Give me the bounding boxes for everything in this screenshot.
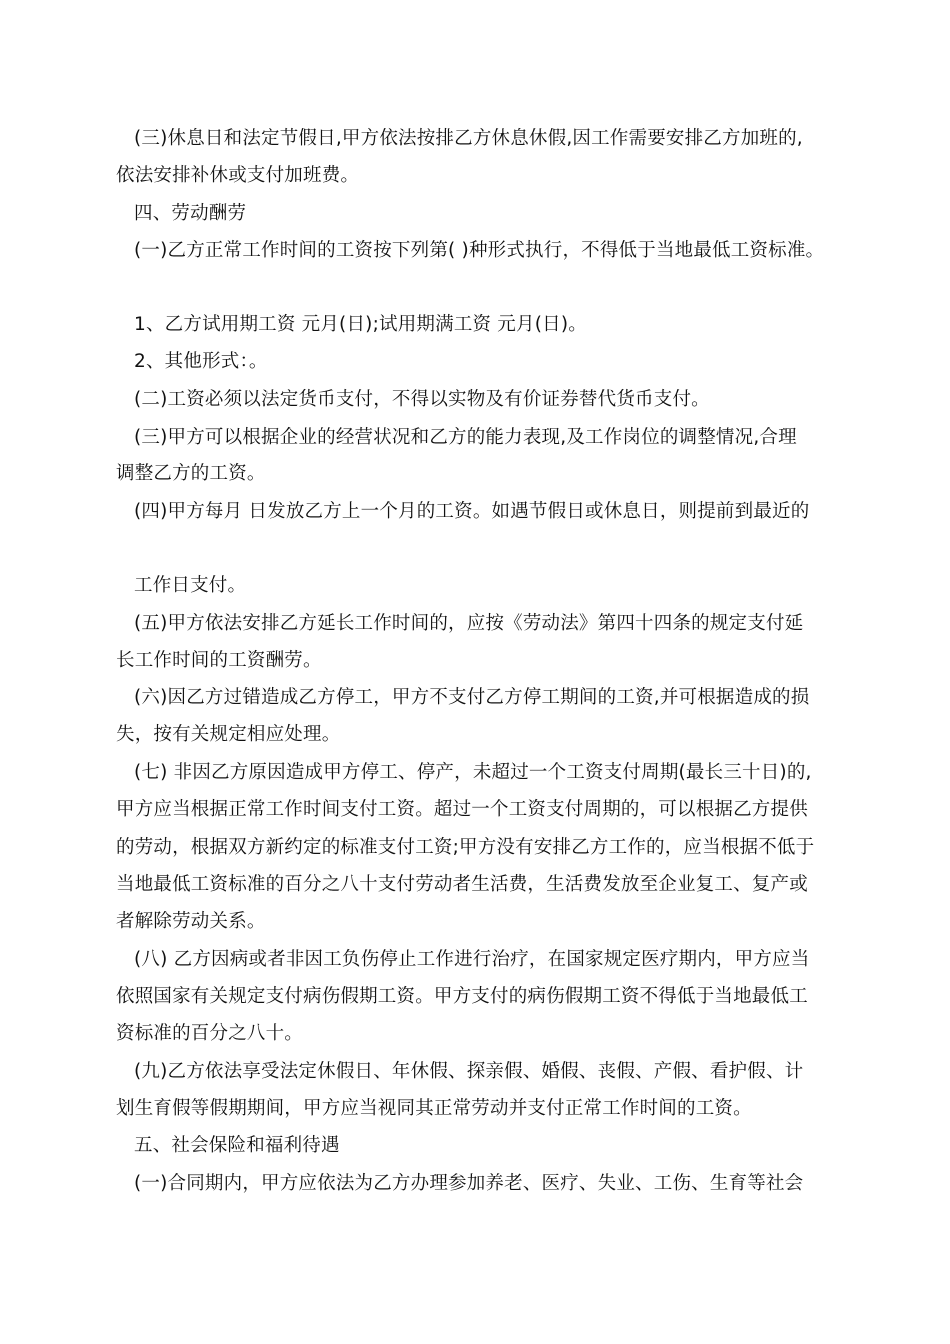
text-line: 工作日支付。: [134, 575, 247, 596]
text-line: (三)休息日和法定节假日,甲方依法按排乙方休息休假,因工作需要安排乙方加班的,: [134, 128, 803, 149]
text-line: 长工作时间的工资酬劳。: [116, 650, 322, 671]
text-line: (八) 乙方因病或者非因工负伤停止工作进行治疗，在国家规定医疗期内，甲方应当: [134, 949, 810, 970]
text-line: 1、乙方试用期工资 元月(日);试用期满工资 元月(日)。: [134, 314, 587, 335]
text-line: (七) 非因乙方原因造成甲方停工、停产，未超过一个工资支付周期(最长三十日)的,: [134, 762, 812, 783]
text-line: 依法安排补休或支付加班费。: [116, 165, 360, 186]
text-line: (六)因乙方过错造成乙方停工，甲方不支付乙方停工期间的工资,并可根据造成的损: [134, 687, 810, 708]
text-line: (九)乙方依法享受法定休假日、年休假、探亲假、婚假、丧假、产假、看护假、计: [134, 1061, 804, 1082]
text-line: 资标准的百分之八十。: [116, 1023, 304, 1044]
text-line: 调整乙方的工资。: [116, 463, 266, 484]
text-line: 失，按有关规定相应处理。: [116, 724, 341, 745]
section-heading: 四、劳动酬劳: [134, 203, 247, 224]
text-line: 甲方应当根据正常工作时间支付工资。超过一个工资支付周期的，可以根据乙方提供: [116, 799, 808, 820]
text-line: (五)甲方依法安排乙方延长工作时间的，应按《劳动法》第四十四条的规定支付延: [134, 613, 804, 634]
text-line: (一)乙方正常工作时间的工资按下列第( )种形式执行，不得低于当地最低工资标准。: [134, 240, 825, 261]
text-line: 者解除劳动关系。: [116, 911, 266, 932]
text-line: 2、其他形式：。: [134, 351, 268, 372]
text-line: (四)甲方每月 日发放乙方上一个月的工资。如遇节假日或休息日，则提前到最近的: [134, 501, 810, 522]
text-line: (一)合同期内，甲方应依法为乙方办理参加养老、医疗、失业、工伤、生育等社会: [134, 1173, 804, 1194]
text-line: 的劳动，根据双方新约定的标准支付工资;甲方没有安排乙方工作的，应当根据不低于: [116, 837, 815, 858]
text-line: 当地最低工资标准的百分之八十支付劳动者生活费，生活费发放至企业复工、复产或: [116, 874, 808, 895]
text-line: 依照国家有关规定支付病伤假期工资。甲方支付的病伤假期工资不得低于当地最低工: [116, 986, 808, 1007]
text-line: 划生育假等假期期间，甲方应当视同其正常劳动并支付正常工作时间的工资。: [116, 1098, 752, 1119]
text-line: (二)工资必须以法定货币支付，不得以实物及有价证券替代货币支付。: [134, 389, 710, 410]
section-heading: 五、社会保险和福利待遇: [134, 1135, 340, 1156]
text-line: (三)甲方可以根据企业的经营状况和乙方的能力表现,及工作岗位的调整情况,合理: [134, 427, 797, 448]
